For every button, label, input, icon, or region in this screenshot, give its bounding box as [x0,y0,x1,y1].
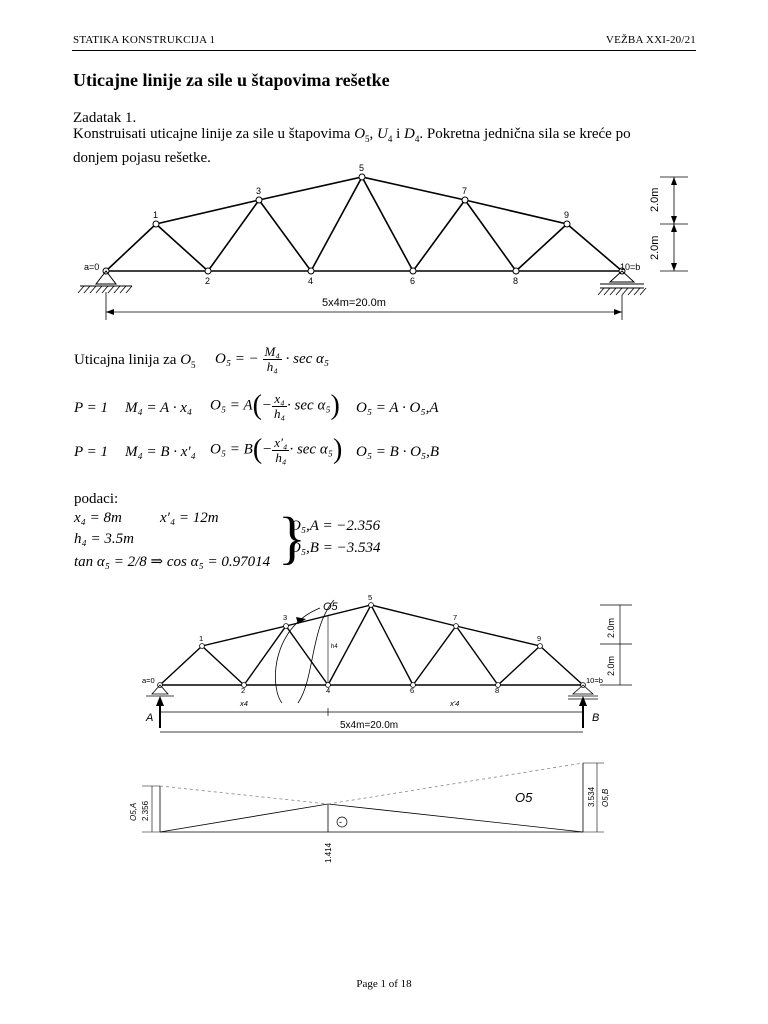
t2-node-8: 8 [495,686,500,695]
il-center-value: 1.414 [324,842,333,863]
row2-den: h₄ [274,405,286,421]
podaci-o5b: O₅,B = −3.534 [290,540,381,556]
page-title: Uticajne linije za sile u štapovima rešetke [73,70,390,90]
t2-o5-label: O5 [323,601,338,613]
eq1-lhs: O₅ = − [215,350,259,367]
truss-diagram-2 [120,588,640,748]
row3-num: x′₄ [274,434,288,450]
row3-p: P = 1 [74,444,109,460]
node-label-1: 1 [153,210,159,220]
podaci-h4: h₄ = 3.5m [74,531,134,547]
t2-node-6: 6 [410,686,415,695]
task-text-a: Konstruisati uticajne linije za sile u štapovima [73,126,355,142]
row3-o: O₅ = B(− $\frac{\text{x′₄}}{\text{h₄}}$ · sec α₅) [210,434,343,465]
task-m1: O [354,126,366,142]
node-label-8: 8 [513,276,519,286]
podaci-label: podaci: [74,491,119,507]
task-text-b: . Pokretna jednična sila se kreće po donjem pojasu rešetke. [73,126,631,166]
support-label-a: a=0 [84,262,100,272]
row2-m: M₄ = A · x₄ [125,400,193,416]
il-left-label: O5,A [129,802,138,821]
truss-diagram-1 [60,160,700,330]
il-right-label: O5,B [601,788,610,807]
header-rule [72,50,696,51]
row2-o-lhs: O₅ = A [210,397,253,414]
t2-node-9: 9 [537,634,542,643]
node-label-7: 7 [462,186,468,196]
podaci-x4: x₄ = 8m [74,510,122,526]
t2-x4: x4 [240,699,248,708]
row2-o: O₅ = A(− $\frac{\text{x₄}}{\text{h₄}}$ · sec α₅) [210,390,340,421]
row3-den: h₄ [275,449,287,465]
podaci-o5a: O₅,A = −2.356 [290,518,381,534]
row2-tail: · sec α₅ [287,397,331,414]
header-left: STATIKA KONSTRUKCIJA 1 [73,34,216,46]
row3-m: M₄ = B · x′₄ [125,444,196,460]
row3-tail: · sec α₅ [289,441,333,458]
t2-node-2: 2 [241,686,246,695]
intro-o5-sub: 5 [191,360,196,370]
task-sep2: i [392,126,405,142]
node-label-3: 3 [256,186,262,196]
dim-bottom: 2.0m [649,235,661,260]
t2-support-a: a=0 [142,676,155,685]
t2-dim-top: 2.0m [606,617,616,638]
t2-node-5: 5 [368,593,373,602]
t2-dim-bottom: 2.0m [606,655,616,676]
t2-reaction-a: A [146,712,154,724]
node-label-9: 9 [564,210,570,220]
task-m2: U [377,126,388,142]
il-right-value: 3.534 [587,786,596,807]
t2-h4: h4 [331,644,338,650]
task-m2-sub: 4 [387,134,393,144]
node-label-5: 5 [359,163,365,173]
header-right: VEŽBA XXI-20/21 [605,34,696,46]
node-label-6: 6 [410,276,416,286]
eq1-tail: · sec α₅ [285,350,330,367]
task-sep1: , [369,126,378,142]
row3-res: O₅ = B · O₅,B [356,444,440,460]
node-label-4: 4 [308,276,314,286]
il-curve-label: O5 [515,790,533,805]
task-label: Zadatak 1. [73,110,137,126]
formula-intro [74,352,196,370]
formula-eq1 [215,345,329,374]
t2-node-4: 4 [326,686,331,695]
task-m3: D [404,126,415,142]
il-sign: - [339,817,342,827]
support-label-b: 10=b [620,262,641,272]
row2-num: x₄ [272,392,287,407]
task-m1-sub: 5 [365,134,370,144]
t2-node-1: 1 [199,634,204,643]
dim-top: 2.0m [649,187,661,212]
row2-p: P = 1 [74,400,109,416]
t2-x4p: x'4 [450,699,460,708]
brace: } [278,505,306,570]
intro-o5: O [180,352,192,368]
podaci-x4p: x′₄ = 12m [160,510,219,526]
il-left-value: 2.356 [141,800,150,821]
task-m3-sub: 4 [414,134,420,144]
influence-line-o5 [120,755,640,865]
t2-support-b: 10=b [586,676,603,685]
t2-node-7: 7 [453,613,458,622]
eq1-den: h₄ [266,359,278,374]
node-label-2: 2 [205,276,211,286]
t2-node-3: 3 [283,613,288,622]
row3-o-lhs: O₅ = B [210,441,253,458]
intro-text: Uticajna linija za [74,352,177,368]
podaci-tan: tan α₅ = 2/8 ⇒ cos α₅ = 0.97014 [74,554,271,570]
page-footer: Page 1 of 18 [356,978,412,990]
t2-span: 5x4m=20.0m [340,720,399,731]
t2-reaction-b: B [592,712,600,724]
span-label: 5x4m=20.0m [322,297,386,309]
row2-res: O₅ = A · O₅,A [356,400,439,416]
eq1-num: M₄ [264,344,280,359]
